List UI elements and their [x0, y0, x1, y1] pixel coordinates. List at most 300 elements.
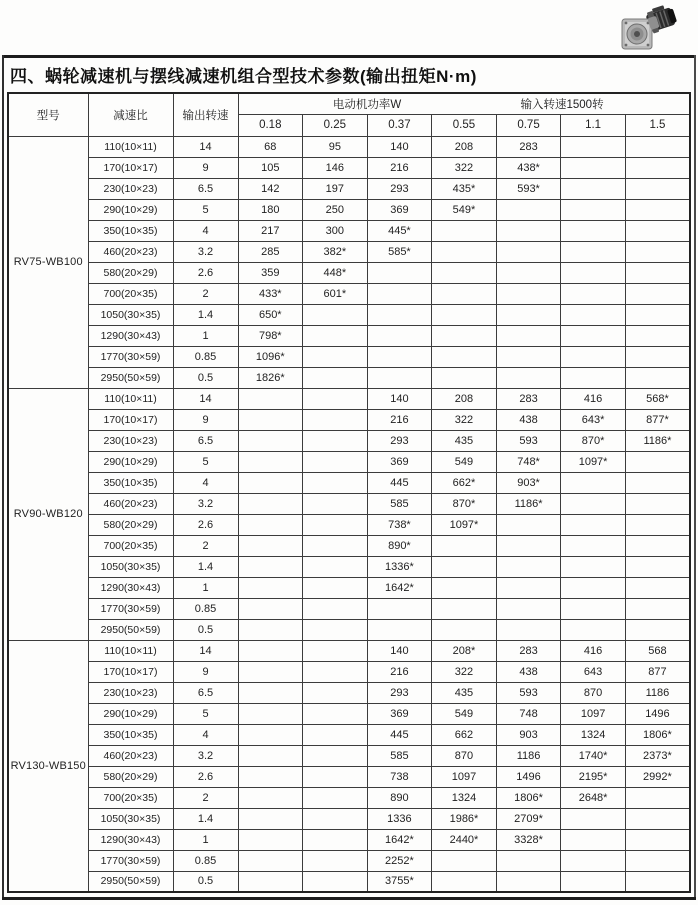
torque-value-cell	[238, 745, 303, 766]
torque-value-cell: 322	[432, 661, 497, 682]
power-column-header: 0.75	[496, 114, 561, 136]
torque-value-cell	[238, 535, 303, 556]
torque-value-cell	[496, 283, 561, 304]
table-row	[8, 535, 690, 556]
torque-value-cell: 643*	[561, 409, 626, 430]
torque-value-cell: 2992*	[625, 766, 690, 787]
torque-value-cell	[561, 220, 626, 241]
torque-value-cell	[625, 493, 690, 514]
ratio-cell: 1290(30×43)	[88, 829, 173, 850]
torque-value-cell: 142	[238, 178, 303, 199]
torque-value-cell: 870*	[561, 430, 626, 451]
torque-value-cell	[625, 325, 690, 346]
torque-value-cell: 216	[367, 661, 432, 682]
table-row	[8, 199, 690, 220]
torque-value-cell	[561, 241, 626, 262]
torque-value-cell	[432, 871, 497, 892]
torque-value-cell: 293	[367, 430, 432, 451]
torque-value-cell	[303, 577, 368, 598]
torque-value-cell: 738	[367, 766, 432, 787]
table-row	[8, 178, 690, 199]
torque-value-cell: 293	[367, 682, 432, 703]
power-column-header: 0.25	[303, 114, 368, 136]
torque-value-cell	[625, 346, 690, 367]
torque-value-cell	[432, 556, 497, 577]
ratio-cell: 1050(30×35)	[88, 556, 173, 577]
torque-value-cell: 1186*	[496, 493, 561, 514]
torque-value-cell: 95	[303, 136, 368, 157]
torque-value-cell	[561, 829, 626, 850]
torque-value-cell: 208	[432, 388, 497, 409]
torque-value-cell	[303, 871, 368, 892]
output-speed-cell: 2.6	[173, 514, 238, 535]
left-frame-line	[2, 55, 4, 900]
torque-value-cell: 293	[367, 178, 432, 199]
torque-value-cell	[561, 535, 626, 556]
torque-value-cell	[238, 514, 303, 535]
torque-value-cell	[561, 850, 626, 871]
ratio-cell: 1290(30×43)	[88, 577, 173, 598]
torque-value-cell	[561, 367, 626, 388]
table-row	[8, 808, 690, 829]
torque-value-cell: 903*	[496, 472, 561, 493]
torque-value-cell: 3328*	[496, 829, 561, 850]
torque-value-cell	[625, 787, 690, 808]
torque-value-cell: 140	[367, 388, 432, 409]
torque-value-cell	[303, 850, 368, 871]
col-header-ratio: 减速比	[88, 93, 173, 136]
output-speed-cell: 9	[173, 157, 238, 178]
torque-value-cell: 1496	[496, 766, 561, 787]
table-row	[8, 871, 690, 892]
torque-value-cell: 1097*	[432, 514, 497, 535]
ratio-cell: 460(20×23)	[88, 745, 173, 766]
torque-value-cell: 890*	[367, 535, 432, 556]
output-speed-cell: 2.6	[173, 262, 238, 283]
torque-value-cell	[303, 766, 368, 787]
torque-value-cell	[432, 220, 497, 241]
ratio-cell: 1770(30×59)	[88, 850, 173, 871]
torque-value-cell	[432, 346, 497, 367]
torque-value-cell	[303, 388, 368, 409]
output-speed-cell: 9	[173, 661, 238, 682]
torque-value-cell	[561, 472, 626, 493]
ratio-cell: 170(10×17)	[88, 409, 173, 430]
torque-value-cell	[561, 493, 626, 514]
torque-value-cell	[367, 283, 432, 304]
torque-value-cell	[496, 325, 561, 346]
torque-value-cell	[625, 451, 690, 472]
col-header-power-group	[238, 93, 690, 114]
table-row	[8, 157, 690, 178]
torque-value-cell	[238, 556, 303, 577]
torque-value-cell: 180	[238, 199, 303, 220]
output-speed-cell: 4	[173, 472, 238, 493]
torque-value-cell	[303, 409, 368, 430]
torque-value-cell: 1806*	[625, 724, 690, 745]
motor-power-label: 电动机功率W	[332, 98, 402, 111]
table-row	[8, 661, 690, 682]
torque-value-cell	[238, 598, 303, 619]
output-speed-cell: 2	[173, 535, 238, 556]
output-speed-cell: 4	[173, 220, 238, 241]
torque-value-cell: 146	[303, 157, 368, 178]
page-title: 四、蜗轮减速机与摆线减速机组合型技术参数(输出扭矩N·m)	[10, 67, 477, 86]
torque-value-cell: 208	[432, 136, 497, 157]
torque-value-cell: 1324	[432, 787, 497, 808]
table-row	[8, 388, 690, 409]
output-speed-cell: 0.85	[173, 598, 238, 619]
torque-value-cell: 369	[367, 451, 432, 472]
ratio-cell: 230(10×23)	[88, 178, 173, 199]
output-speed-cell: 5	[173, 199, 238, 220]
torque-value-cell: 68	[238, 136, 303, 157]
torque-value-cell	[303, 682, 368, 703]
torque-value-cell	[238, 682, 303, 703]
output-speed-cell: 1.4	[173, 808, 238, 829]
torque-value-cell: 382*	[303, 241, 368, 262]
torque-value-cell: 903	[496, 724, 561, 745]
ratio-cell: 290(10×29)	[88, 451, 173, 472]
torque-value-cell	[496, 577, 561, 598]
torque-value-cell: 568	[625, 640, 690, 661]
torque-value-cell	[625, 472, 690, 493]
torque-value-cell: 445	[367, 472, 432, 493]
power-column-header: 1.5	[625, 114, 690, 136]
torque-value-cell: 585*	[367, 241, 432, 262]
output-speed-cell: 3.2	[173, 745, 238, 766]
torque-value-cell: 283	[496, 388, 561, 409]
torque-value-cell: 593*	[496, 178, 561, 199]
torque-value-cell	[367, 367, 432, 388]
torque-value-cell	[303, 367, 368, 388]
torque-value-cell	[496, 241, 561, 262]
torque-value-cell: 197	[303, 178, 368, 199]
torque-value-cell	[561, 556, 626, 577]
torque-value-cell	[625, 598, 690, 619]
torque-value-cell	[238, 619, 303, 640]
torque-value-cell	[625, 304, 690, 325]
table-row	[8, 241, 690, 262]
torque-value-cell: 877	[625, 661, 690, 682]
ratio-cell: 580(20×29)	[88, 514, 173, 535]
torque-value-cell	[496, 598, 561, 619]
torque-value-cell	[432, 577, 497, 598]
output-speed-cell: 1.4	[173, 556, 238, 577]
ratio-cell: 230(10×23)	[88, 430, 173, 451]
torque-value-cell: 2709*	[496, 808, 561, 829]
output-speed-cell: 5	[173, 703, 238, 724]
torque-value-cell	[432, 304, 497, 325]
ratio-cell: 110(10×11)	[88, 640, 173, 661]
ratio-cell: 1050(30×35)	[88, 304, 173, 325]
torque-value-cell	[625, 850, 690, 871]
ratio-cell: 350(10×35)	[88, 472, 173, 493]
power-column-header: 0.18	[238, 114, 303, 136]
torque-value-cell	[303, 829, 368, 850]
torque-value-cell	[496, 556, 561, 577]
model-cell: RV90-WB120	[8, 388, 88, 640]
ratio-cell: 580(20×29)	[88, 262, 173, 283]
output-speed-cell: 4	[173, 724, 238, 745]
torque-value-cell	[303, 745, 368, 766]
torque-value-cell: 1097	[432, 766, 497, 787]
torque-value-cell	[238, 493, 303, 514]
ratio-cell: 2950(50×59)	[88, 871, 173, 892]
ratio-cell: 700(20×35)	[88, 283, 173, 304]
torque-value-cell: 2252*	[367, 850, 432, 871]
torque-value-cell: 748	[496, 703, 561, 724]
table-row	[8, 829, 690, 850]
torque-value-cell: 140	[367, 640, 432, 661]
torque-value-cell	[625, 514, 690, 535]
torque-value-cell: 322	[432, 409, 497, 430]
torque-value-cell: 208*	[432, 640, 497, 661]
torque-value-cell	[561, 514, 626, 535]
table-row	[8, 262, 690, 283]
torque-value-cell	[238, 577, 303, 598]
table-row	[8, 577, 690, 598]
table-row	[8, 703, 690, 724]
torque-value-cell: 283	[496, 136, 561, 157]
header-row-top	[8, 93, 690, 114]
torque-value-cell: 2648*	[561, 787, 626, 808]
torque-value-cell: 1324	[561, 724, 626, 745]
ratio-cell: 1050(30×35)	[88, 808, 173, 829]
torque-value-cell	[303, 346, 368, 367]
torque-value-cell: 438	[496, 661, 561, 682]
torque-value-cell: 662	[432, 724, 497, 745]
torque-value-cell	[303, 724, 368, 745]
torque-value-cell: 435	[432, 682, 497, 703]
torque-value-cell	[625, 136, 690, 157]
table-row	[8, 136, 690, 157]
torque-value-cell	[238, 724, 303, 745]
torque-value-cell	[561, 808, 626, 829]
torque-value-cell: 3755*	[367, 871, 432, 892]
ratio-cell: 170(10×17)	[88, 661, 173, 682]
table-row	[8, 745, 690, 766]
ratio-cell: 1770(30×59)	[88, 346, 173, 367]
torque-value-cell: 369	[367, 199, 432, 220]
top-rule	[2, 55, 696, 58]
table-row	[8, 682, 690, 703]
torque-value-cell	[303, 451, 368, 472]
torque-value-cell	[303, 493, 368, 514]
torque-value-cell: 1096*	[238, 346, 303, 367]
torque-value-cell	[303, 325, 368, 346]
table-row	[8, 514, 690, 535]
ratio-cell: 1290(30×43)	[88, 325, 173, 346]
torque-value-cell	[238, 409, 303, 430]
torque-value-cell: 433*	[238, 283, 303, 304]
table-row	[8, 850, 690, 871]
torque-value-cell	[561, 598, 626, 619]
torque-value-cell: 435	[432, 430, 497, 451]
torque-value-cell: 870*	[432, 493, 497, 514]
bottom-rule	[2, 897, 696, 900]
torque-value-cell	[625, 829, 690, 850]
ratio-cell: 170(10×17)	[88, 157, 173, 178]
col-header-model: 型号	[8, 93, 88, 136]
output-speed-cell: 0.5	[173, 619, 238, 640]
torque-value-cell	[238, 703, 303, 724]
torque-value-cell	[367, 262, 432, 283]
ratio-cell: 230(10×23)	[88, 682, 173, 703]
torque-value-cell: 568*	[625, 388, 690, 409]
col-header-output-speed: 输出转速	[173, 93, 238, 136]
torque-value-cell: 738*	[367, 514, 432, 535]
torque-value-cell	[561, 871, 626, 892]
torque-value-cell	[238, 808, 303, 829]
torque-value-cell	[625, 577, 690, 598]
ratio-cell: 700(20×35)	[88, 787, 173, 808]
torque-value-cell	[432, 367, 497, 388]
torque-value-cell	[303, 787, 368, 808]
torque-value-cell: 1097*	[561, 451, 626, 472]
table-row	[8, 598, 690, 619]
output-speed-cell: 14	[173, 136, 238, 157]
torque-value-cell	[432, 325, 497, 346]
torque-value-cell	[561, 262, 626, 283]
torque-value-cell: 643	[561, 661, 626, 682]
table-row	[8, 472, 690, 493]
torque-value-cell	[561, 619, 626, 640]
torque-value-cell	[432, 241, 497, 262]
torque-value-cell	[303, 556, 368, 577]
output-speed-cell: 3.2	[173, 493, 238, 514]
torque-value-cell: 890	[367, 787, 432, 808]
torque-value-cell: 435*	[432, 178, 497, 199]
ratio-cell: 2950(50×59)	[88, 367, 173, 388]
model-cell: RV75-WB100	[8, 136, 88, 388]
output-speed-cell: 0.85	[173, 850, 238, 871]
torque-value-cell	[625, 808, 690, 829]
torque-value-cell: 438*	[496, 157, 561, 178]
torque-value-cell: 285	[238, 241, 303, 262]
ratio-cell: 350(10×35)	[88, 220, 173, 241]
torque-value-cell: 748*	[496, 451, 561, 472]
torque-value-cell	[625, 199, 690, 220]
torque-value-cell	[496, 220, 561, 241]
torque-value-cell	[303, 535, 368, 556]
table-row	[8, 304, 690, 325]
torque-value-cell	[625, 262, 690, 283]
torque-value-cell	[496, 871, 561, 892]
torque-value-cell: 1642*	[367, 829, 432, 850]
torque-value-cell	[625, 871, 690, 892]
torque-value-cell: 798*	[238, 325, 303, 346]
ratio-cell: 110(10×11)	[88, 136, 173, 157]
torque-value-cell	[432, 850, 497, 871]
output-speed-cell: 1.4	[173, 304, 238, 325]
torque-value-cell: 1826*	[238, 367, 303, 388]
output-speed-cell: 1	[173, 325, 238, 346]
table-row	[8, 619, 690, 640]
torque-value-cell: 300	[303, 220, 368, 241]
torque-value-cell: 105	[238, 157, 303, 178]
torque-value-cell	[238, 829, 303, 850]
torque-value-cell	[367, 325, 432, 346]
output-speed-cell: 0.5	[173, 871, 238, 892]
torque-value-cell: 650*	[238, 304, 303, 325]
torque-value-cell	[303, 514, 368, 535]
torque-value-cell: 549	[432, 703, 497, 724]
output-speed-cell: 2.6	[173, 766, 238, 787]
torque-value-cell	[238, 430, 303, 451]
torque-value-cell	[561, 157, 626, 178]
table-row	[8, 451, 690, 472]
torque-value-cell	[238, 871, 303, 892]
torque-value-cell: 416	[561, 388, 626, 409]
torque-value-cell	[625, 220, 690, 241]
torque-value-cell: 1740*	[561, 745, 626, 766]
torque-value-cell	[367, 619, 432, 640]
torque-value-cell	[625, 619, 690, 640]
output-speed-cell: 6.5	[173, 178, 238, 199]
torque-value-cell: 585	[367, 493, 432, 514]
torque-value-cell: 877*	[625, 409, 690, 430]
torque-value-cell	[561, 283, 626, 304]
torque-value-cell: 448*	[303, 262, 368, 283]
torque-value-cell: 217	[238, 220, 303, 241]
table-row	[8, 367, 690, 388]
torque-value-cell	[561, 577, 626, 598]
torque-value-cell	[625, 178, 690, 199]
torque-value-cell: 870	[561, 682, 626, 703]
table-row	[8, 640, 690, 661]
output-speed-cell: 5	[173, 451, 238, 472]
torque-value-cell	[238, 766, 303, 787]
torque-value-cell: 1336*	[367, 556, 432, 577]
table-row	[8, 346, 690, 367]
torque-value-cell	[496, 367, 561, 388]
torque-value-cell	[496, 346, 561, 367]
torque-value-cell	[561, 325, 626, 346]
torque-value-cell	[625, 556, 690, 577]
torque-value-cell: 438	[496, 409, 561, 430]
output-speed-cell: 9	[173, 409, 238, 430]
torque-value-cell	[238, 640, 303, 661]
torque-value-cell	[432, 262, 497, 283]
parameters-table	[7, 92, 691, 893]
torque-value-cell	[625, 535, 690, 556]
table-row	[8, 409, 690, 430]
torque-value-cell: 1186	[496, 745, 561, 766]
torque-value-cell: 1186	[625, 682, 690, 703]
output-speed-cell: 1	[173, 829, 238, 850]
table-row	[8, 220, 690, 241]
torque-value-cell: 601*	[303, 283, 368, 304]
torque-value-cell: 1642*	[367, 577, 432, 598]
ratio-cell: 580(20×29)	[88, 766, 173, 787]
worm-gear-reducer-photo-icon	[608, 3, 682, 53]
torque-value-cell: 140	[367, 136, 432, 157]
torque-value-cell	[432, 619, 497, 640]
output-speed-cell: 6.5	[173, 682, 238, 703]
table-body	[8, 136, 690, 892]
torque-value-cell: 870	[432, 745, 497, 766]
output-speed-cell: 1	[173, 577, 238, 598]
torque-value-cell	[496, 199, 561, 220]
ratio-cell: 700(20×35)	[88, 535, 173, 556]
torque-value-cell	[367, 598, 432, 619]
torque-value-cell	[561, 178, 626, 199]
torque-value-cell: 445	[367, 724, 432, 745]
torque-value-cell	[561, 346, 626, 367]
table-row	[8, 430, 690, 451]
torque-value-cell	[625, 157, 690, 178]
